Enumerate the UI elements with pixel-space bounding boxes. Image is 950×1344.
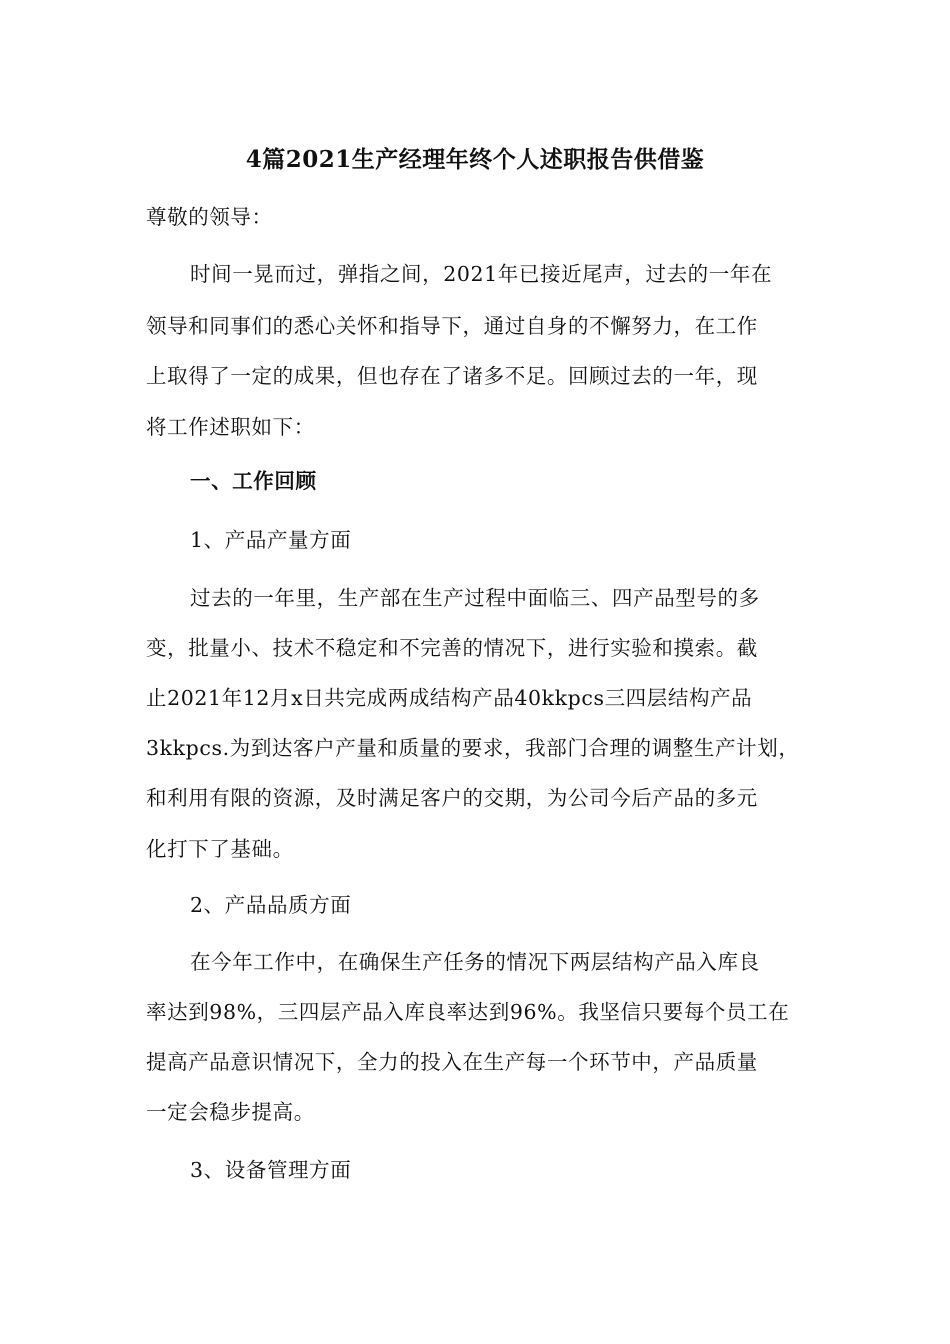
output-line-6: 化打下了基础。 xyxy=(146,837,294,861)
salutation: 尊敬的领导： xyxy=(146,205,273,229)
intro-line-1: 时间一晃而过，弹指之间，2021年已接近尾声，过去的一年在 xyxy=(190,262,773,286)
intro-line-3: 上取得了一定的成果，但也存在了诸多不足。回顾过去的一年，现 xyxy=(146,364,758,388)
output-line-3: 止2021年12月x日共完成两成结构产品40kkpcs三四层结构产品 xyxy=(146,686,753,710)
subheading-product-quality: 2、产品品质方面 xyxy=(190,893,352,917)
output-line-2: 变，批量小、技术不稳定和不完善的情况下，进行实验和摸索。截 xyxy=(146,636,758,660)
quality-line-4: 一定会稳步提高。 xyxy=(146,1100,315,1124)
output-line-4: 3kkpcs.为到达客户产量和质量的要求，我部门合理的调整生产计划， xyxy=(146,736,800,760)
intro-line-4: 将工作述职如下： xyxy=(146,415,315,439)
document-title: 4篇2021生产经理年终个人述职报告供借鉴 xyxy=(245,146,705,173)
output-line-5: 和利用有限的资源，及时满足客户的交期，为公司今后产品的多元 xyxy=(146,786,758,810)
subheading-production-output: 1、产品产量方面 xyxy=(190,528,352,552)
quality-line-3: 提高产品意识情况下，全力的投入在生产每一个环节中，产品质量 xyxy=(146,1050,758,1074)
subheading-equipment-management: 3、设备管理方面 xyxy=(190,1158,352,1182)
output-line-1: 过去的一年里，生产部在生产过程中面临三、四产品型号的多 xyxy=(190,586,760,610)
section-heading-work-review: 一、工作回顾 xyxy=(190,469,317,493)
quality-line-1: 在今年工作中，在确保生产任务的情况下两层结构产品入库良 xyxy=(190,950,760,974)
intro-line-2: 领导和同事们的悉心关怀和指导下，通过自身的不懈努力，在工作 xyxy=(146,314,758,338)
quality-line-2: 率达到98%，三四层产品入库良率达到96%。我坚信只要每个员工在 xyxy=(146,1000,790,1024)
